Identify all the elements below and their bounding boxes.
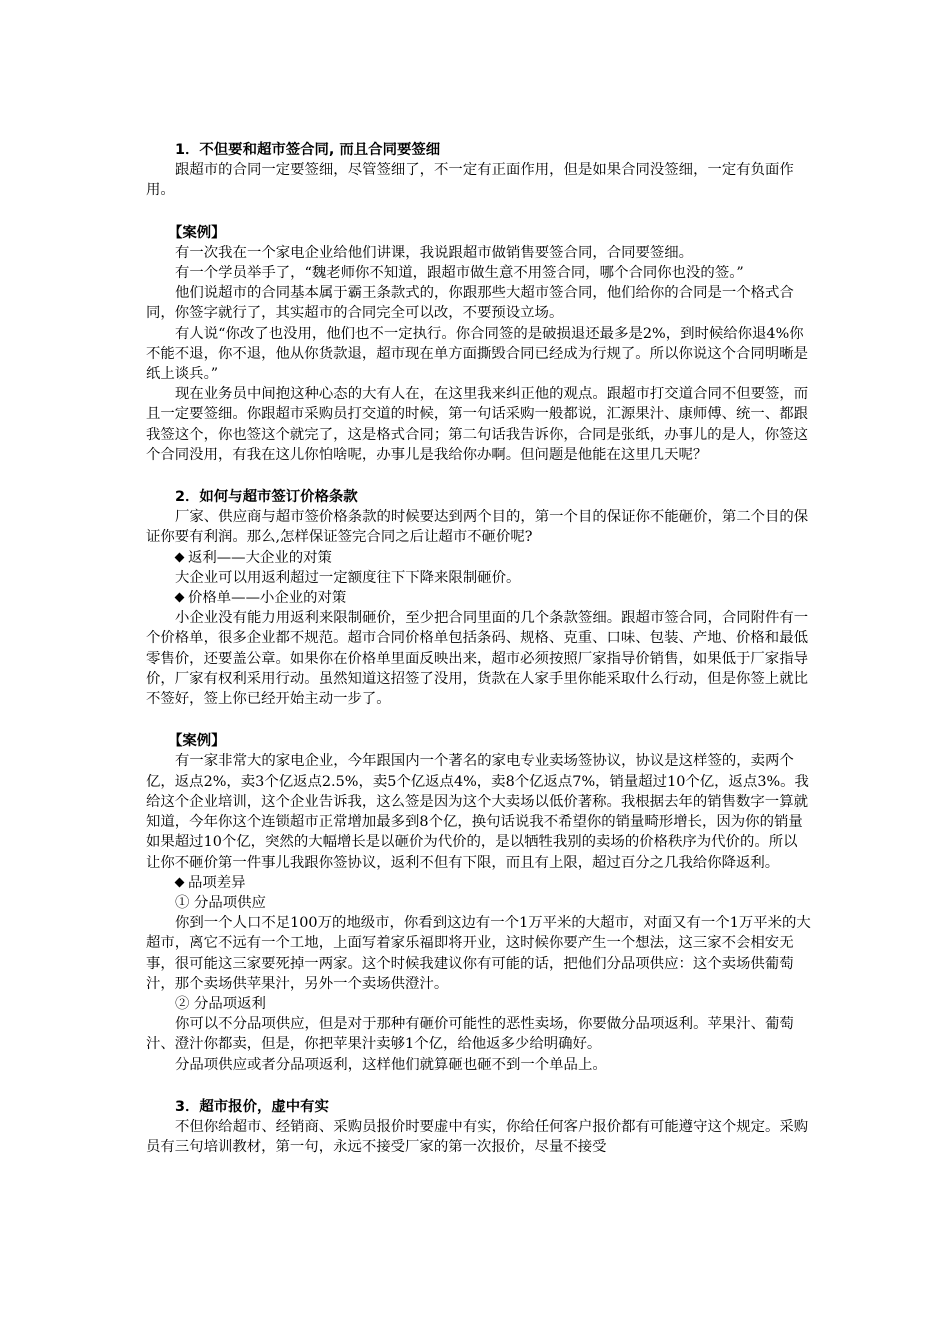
item-supply-text: 你到一个人口不足100万的地级市，你看到这边有一个1万平米的大超市，对面又有一个1万平米的大超市，离它不远有一个工地，上面写着家乐福即将开业，这时候你要产生一个想法，这三家不会相安无事，很可能这三家要死掉一两家。这个时候我建议你有可能的话，把他们分品项供应：这个卖场供葡萄汁，那个卖场供苹果汁，另外一个卖场供澄汁。 [146,915,811,992]
section-3-heading: 3．超市报价，虚中有实 [175,1098,329,1115]
section-1-intro: 跟超市的合同一定要签细，尽管签细了，不一定有正面作用，但是如果合同没签细，一定有负面作用。 [146,162,794,199]
bullet-price-list-label: 价格单——小企业的对策 [188,590,347,607]
case-1-paragraph: 有人说“你改了也没用，他们也不一定执行。你合同签的是破损退还最多是2%，到时候给你退4%你不能不退，你不退，他从你货款退，超市现在单方面撕毁合同已经成为行规了。所以你说这个合同明晰是纸上谈兵。” [146,325,808,383]
case-1-paragraph: 他们说超市的合同基本属于霸王条款式的，你跟那些大超市签合同，他们给你的合同是一个格式合同，你签字就行了，其实超市的合同完全可以改，不要预设立场。 [146,285,794,322]
diamond-bullet-icon [175,593,185,603]
subheading-item-supply: ① 分品项供应 [175,894,266,911]
case-2-paragraph: 有一家非常大的家电企业，今年跟国内一个著名的家电专业卖场签协议，协议是这样签的，卖两个亿，返点2%，卖3个亿返点2.5%，卖5个亿返点4%，卖8个亿返点7%，销量超过10个亿，返点3%。我给这个企业培训，这个企业告诉我，这么签是因为这个大卖场以低价著称。我根据去年的销售数字一算就知道，今年你这个连锁超市正常增加最多到8个亿，换句话说我不希望你的销量畸形增长，因为你的销量如果超过10个亿，突然的大幅增长是以砸价为代价的，是以牺牲我别的卖场的价格秩序为代价的。所以让你不砸价第一件事儿我跟你签协议，返利不但有下限，而且有上限，超过百分之几我给你降返利。 [146,753,809,871]
bullet-item-difference [146,873,811,893]
bullet-price-list [146,588,811,608]
bullet-item-difference-label: 品项差异 [188,874,246,891]
item-rebate-text-2: 分品项供应或者分品项返利，这样他们就算砸也砸不到一个单品上。 [175,1056,607,1073]
bullet-price-list-text: 小企业没有能力用返利来限制砸价，至少把合同里面的几个条款签细。跟超市签合同，合同附件有一个价格单，很多企业都不规范。超市合同价格单包括条码、规格、克重、口味、包装、产地、价格和最低零售价，还要盖公章。如果你在价格单里面反映出来，超市必须按照厂家指导价销售，如果低于厂家指导价，厂家有权利采用行动。虽然知道这招签了没用，货款在人家手里你能采取什么行动，但是你签上就比不签好，签上你已经开始主动一步了。 [146,610,809,708]
section-2-heading: 2．如何与超市签订价格条款 [175,489,358,506]
case-label-1: 【案例】 [168,223,226,241]
subheading-item-rebate: ② 分品项返利 [175,995,266,1012]
case-1-paragraph: 有一个学员举手了，“魏老师你不知道，跟超市做生意不用签合同，哪个合同你也没的签。” [175,265,744,282]
document-page [146,140,811,1157]
section-1-heading: 1．不但要和超市签合同, 而且合同要签细 [175,142,441,158]
bullet-rebate-text: 大企业可以用返利超过一定额度往下下降来限制砸价。 [175,569,521,586]
bullet-rebate [146,548,811,568]
diamond-bullet-icon [175,553,185,563]
case-label-2: 【案例】 [168,732,226,750]
diamond-bullet-icon [175,878,185,888]
item-rebate-text: 你可以不分品项供应，但是对于那种有砸价可能性的恶性卖场，你要做分品项返利。苹果汁、葡萄汁、澄汁你都卖，但是，你把苹果汁卖够1个亿，给他返多少给明确好。 [146,1016,794,1053]
case-1-paragraph: 有一次我在一个家电企业给他们讲课，我说跟超市做销售要签合同，合同要签细。 [175,244,694,261]
section-3-text: 不但你给超市、经销商、采购员报价时要虚中有实，你给任何客户报价都有可能遵守这个规定。采购员有三句培训教材，第一句，永远不接受厂家的第一次报价，尽量不接受 [146,1118,809,1156]
case-1-paragraph: 现在业务员中间抱这种心态的大有人在，在这里我来纠正他的观点。跟超市打交道合同不但要签，而且一定要签细。你跟超市采购员打交道的时候，第一句话采购一般都说，汇源果汁、康师傅、统一、都跟我签这个，你也签这个就完了，这是格式合同；第二句话我告诉你，合同是张纸，办事儿的是人，你签这个合同没用，有我在这儿你怕啥呢，办事儿是我给你办啊。但问题是他能在这里几天呢？ [146,386,809,463]
section-2-intro: 厂家、供应商与超市签价格条款的时候要达到两个目的，第一个目的保证你不能砸价，第二个目的保证你要有利润。那么,怎样保证签完合同之后让超市不砸价呢? [146,509,809,546]
bullet-rebate-label: 返利——大企业的对策 [188,549,332,566]
